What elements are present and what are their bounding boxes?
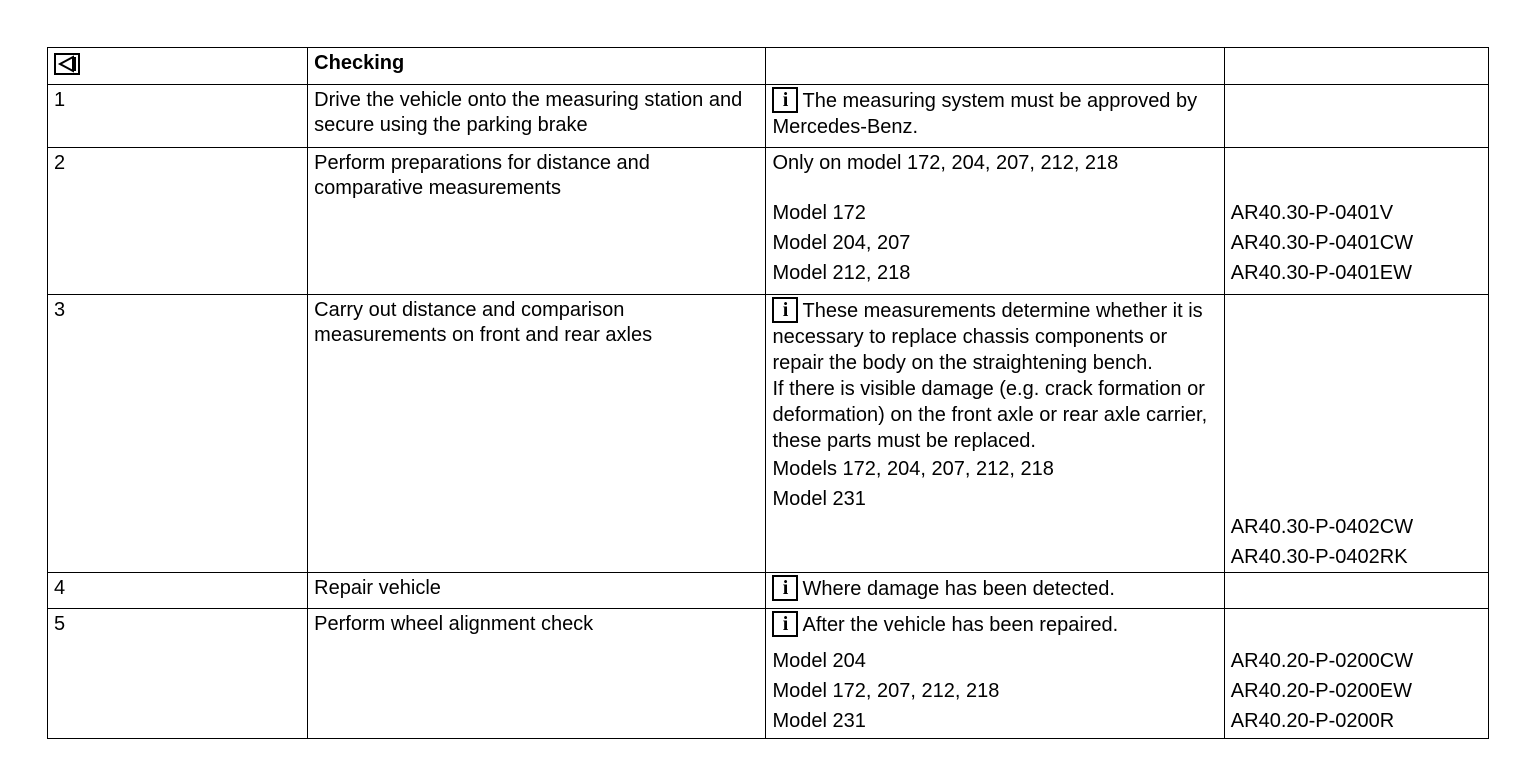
step-number: 4 [48,573,308,609]
header-empty-cell [766,48,1224,85]
document-reference-link[interactable]: AR40.20-P-0200R [1230,710,1395,732]
condition-text: Only on model 172, 204, 207, 212, 218 [772,152,1119,174]
back-triangle-icon[interactable] [54,53,80,75]
step-row-5 [48,609,1489,739]
header-empty-cell [1224,48,1488,85]
step-note-cell [766,573,1224,609]
model-label: Model 204, 207 [772,232,911,254]
note-text: After the vehicle has been repaired. [802,614,1119,636]
model-label: Model 212, 218 [772,262,911,284]
info-note [772,88,1217,140]
note-text: The measuring system must be approved by Mercedes-Benz. [772,90,1198,138]
note-text: Where damage has been detected. [802,578,1115,600]
step-note-cell [766,295,1224,573]
step-number: 3 [48,295,308,573]
step-row-4 [48,573,1489,609]
procedure-table [47,47,1489,739]
document-reference-link[interactable]: AR40.20-P-0200CW [1230,650,1414,672]
step-row-3 [48,295,1489,573]
step-action: Repair vehicle [308,573,766,609]
step-action: Drive the vehicle onto the measuring station and secure using the parking brake [308,85,766,148]
header-nav-cell [48,48,308,85]
header-title-cell [308,48,766,85]
header-row [48,48,1489,85]
model-label: Model 204 [772,650,866,672]
info-icon: i [772,575,798,601]
model-label: Model 231 [772,710,866,732]
info-icon: i [772,297,798,323]
step-row-2 [48,148,1489,295]
info-icon: i [772,87,798,113]
step-action: Perform wheel alignment check [308,609,766,739]
info-note [772,612,1217,646]
document-reference-link[interactable]: AR40.30-P-0401V [1230,202,1394,224]
step-number: 2 [48,148,308,295]
step-ref-cell [1224,295,1488,573]
step-ref-cell [1224,85,1488,148]
step-ref-cell [1224,148,1488,295]
info-icon: i [772,611,798,637]
step-note-cell [766,148,1224,295]
document-reference-link[interactable]: AR40.20-P-0200EW [1230,680,1412,702]
step-number: 1 [48,85,308,148]
step-ref-cell [1224,609,1488,739]
note-text: These measurements determine whether it is necessary to replace chassis components or repair the body on the straightening bench. [772,300,1203,374]
note-text-continued: If there is visible damage (e.g. crack formation or deformation) on the front axle or rear axle carrier, these parts must be replaced. [772,378,1208,452]
step-note-cell [766,609,1224,739]
step-note-cell [766,85,1224,148]
info-note [772,576,1217,602]
info-note [772,298,1217,376]
step-action: Carry out distance and comparison measurements on front and rear axles [308,295,766,573]
document-reference-link[interactable]: AR40.30-P-0401CW [1230,232,1414,254]
model-label: Models 172, 204, 207, 212, 218 [772,458,1054,480]
step-action: Perform preparations for distance and comparative measurements [308,148,766,295]
step-number: 5 [48,609,308,739]
model-label: Model 172 [772,202,866,224]
step-ref-cell [1224,573,1488,609]
step-row-1 [48,85,1489,148]
page-title: Checking [314,52,405,74]
document-reference-link[interactable]: AR40.30-P-0401EW [1230,262,1412,284]
model-label: Model 231 [772,488,866,510]
document-reference-link[interactable]: AR40.30-P-0402CW [1230,516,1414,538]
model-label: Model 172, 207, 212, 218 [772,680,1000,702]
document-reference-link[interactable]: AR40.30-P-0402RK [1230,546,1408,568]
